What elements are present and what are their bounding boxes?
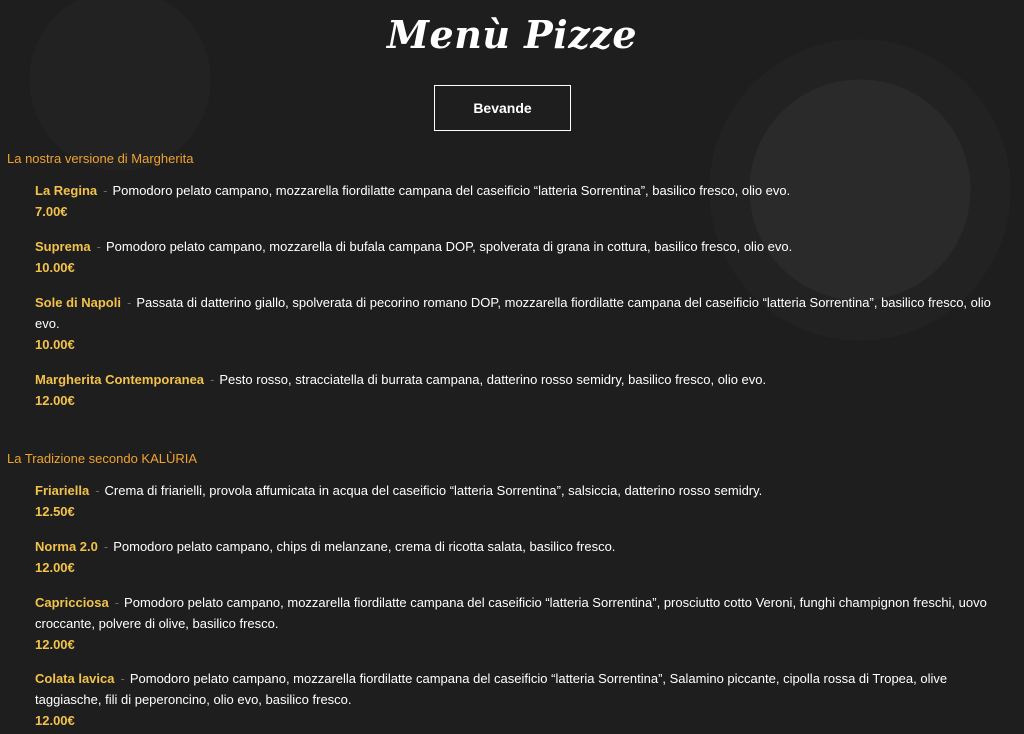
menu-item-suprema	[35, 236, 1010, 278]
menu-item-la-regina	[35, 180, 1010, 222]
item-separator: -	[103, 183, 108, 198]
item-name: Norma 2.0	[35, 539, 98, 554]
item-description: Pomodoro pelato campano, mozzarella di bufala campana DOP, spolverata di grana in cottura, basilico fresco, olio evo.	[105, 239, 793, 254]
menu-item-sole-di-napoli	[35, 292, 1010, 355]
item-description: Pomodoro pelato campano, chips di melanzane, crema di ricotta salata, basilico fresco.	[113, 539, 616, 554]
item-description: Pesto rosso, stracciatella di burrata campana, datterino rosso semidry, basilico fresco, olio evo.	[219, 372, 767, 387]
item-name: Sole di Napoli	[35, 295, 121, 310]
item-separator: -	[120, 671, 125, 686]
section-title-tradizione: La Tradizione secondo KALÙRIA	[7, 451, 198, 466]
item-price: 7.00€	[35, 204, 68, 219]
item-name: Friariella	[35, 483, 90, 498]
menu-item-margherita-contemporanea	[35, 369, 1010, 411]
menu-item-friariella	[35, 480, 1010, 522]
item-price: 12.00€	[35, 393, 75, 408]
menu-item-colata-lavica	[35, 668, 1010, 731]
item-separator: -	[210, 372, 215, 387]
item-description: Crema di friarielli, provola affumicata in acqua del caseificio “latteria Sorrentina”, salsiccia, datterino rosso semidry.	[104, 483, 763, 498]
item-name: Colata lavica	[35, 671, 115, 686]
section-title-margherita: La nostra versione di Margherita	[7, 151, 194, 166]
item-description: Passata di datterino giallo, spolverata di pecorino romano DOP, mozzarella fiordilatte campana del caseificio “latteria Sorrentina”, basilico fresco, olio evo.	[35, 295, 991, 331]
menu-item-capricciosa	[35, 592, 1010, 655]
item-separator: -	[103, 539, 109, 554]
item-price: 12.50€	[35, 504, 75, 519]
page-title: Menù Pizze	[386, 12, 638, 57]
menu-item-norma	[35, 536, 1010, 578]
item-name: Capricciosa	[35, 595, 109, 610]
item-separator: -	[96, 239, 101, 254]
item-description: Pomodoro pelato campano, mozzarella fiordilatte campana del caseificio “latteria Sorrentina”, Salamino piccante, cipolla rossa di Tropea, olive taggiasche, fili di peperoncino, olio evo, basilico fresco.	[35, 671, 948, 707]
item-price: 10.00€	[35, 337, 75, 352]
bevande-button[interactable]: Bevande	[434, 85, 571, 131]
item-price: 10.00€	[35, 260, 75, 275]
item-price: 12.00€	[35, 637, 75, 652]
item-description: Pomodoro pelato campano, mozzarella fiordilatte campana del caseificio “latteria Sorrentina”, prosciutto cotto Veroni, funghi champignon freschi, uovo croccante, polvere di olive, basilico fresco.	[35, 595, 987, 631]
item-name: Margherita Contemporanea	[35, 372, 205, 387]
item-price: 12.00€	[35, 560, 75, 575]
item-name: La Regina	[35, 183, 98, 198]
item-separator: -	[114, 595, 120, 610]
item-description: Pomodoro pelato campano, mozzarella fiordilatte campana del caseificio “latteria Sorrentina”, basilico fresco, olio evo.	[112, 183, 791, 198]
item-price: 12.00€	[35, 713, 75, 728]
item-separator: -	[95, 483, 100, 498]
item-separator: -	[126, 295, 132, 310]
item-name: Suprema	[35, 239, 91, 254]
